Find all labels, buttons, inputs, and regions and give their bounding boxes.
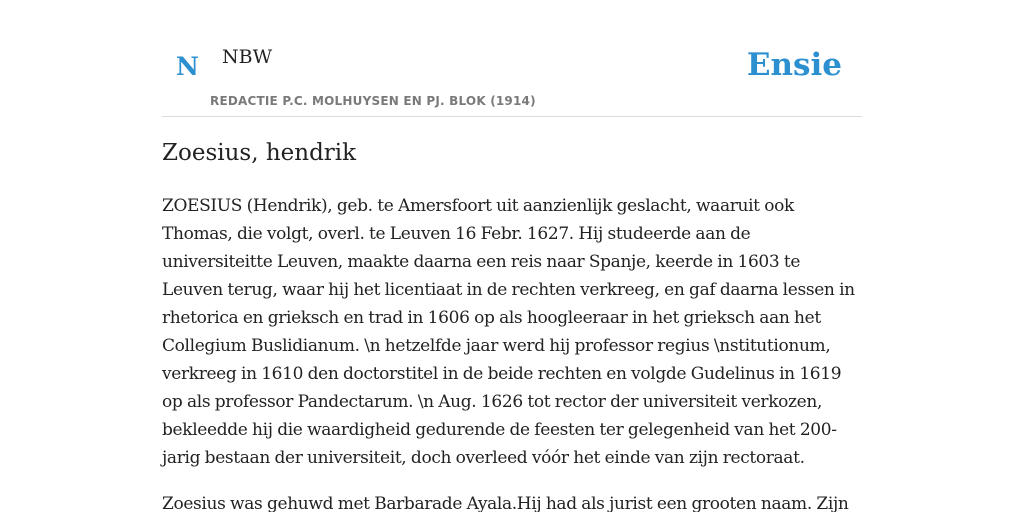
page-title: Zoesius, hendrik [162, 140, 357, 166]
header [162, 0, 862, 117]
source-name[interactable]: NBW [222, 46, 273, 68]
brand-logo[interactable]: Ensie [746, 47, 842, 83]
article-paragraph: ZOESIUS (Hendrik), geb. te Amersfoort uit aanzienlijk geslacht, waaruit ook Thomas, die volgt, overl. te Leuven 16 Febr. 1627. Hij studeerde aan de universiteitte Leuven, maakte daarna een reis naar Spanje, keerde in 1603 te Leuven terug, waar hij het licentiaat in de rechten verkreeg, en gaf daarna lessen in rhetorica en grieksch en trad in 1606 op als hoogleeraar in het grieksch aan het Collegium Buslidianum. \n hetzelfde jaar werd hij professor regius \nstitutionum, verkreeg in 1610 den doctorstitel in de beide rechten en volgde Gudelinus in 1619 op als professor Pandectarum. \n Aug. 1626 tot rector der universiteit verkozen, bekleedde hij die waardigheid gedurende de feesten ter gelegenheid van het 200-jarig bestaan der universiteit, doch overleed vóór het einde van zijn rectoraat. [162, 196, 855, 468]
source-editors: REDACTIE P.C. MOLHUYSEN EN PJ. BLOK (1914) [210, 94, 536, 108]
article-paragraph: Zoesius was gehuwd met Barbarade Ayala.Hij had als jurist een grooten naam. Zijn [162, 494, 849, 512]
source-logo-icon[interactable]: N [176, 52, 199, 81]
article-body [162, 192, 862, 512]
